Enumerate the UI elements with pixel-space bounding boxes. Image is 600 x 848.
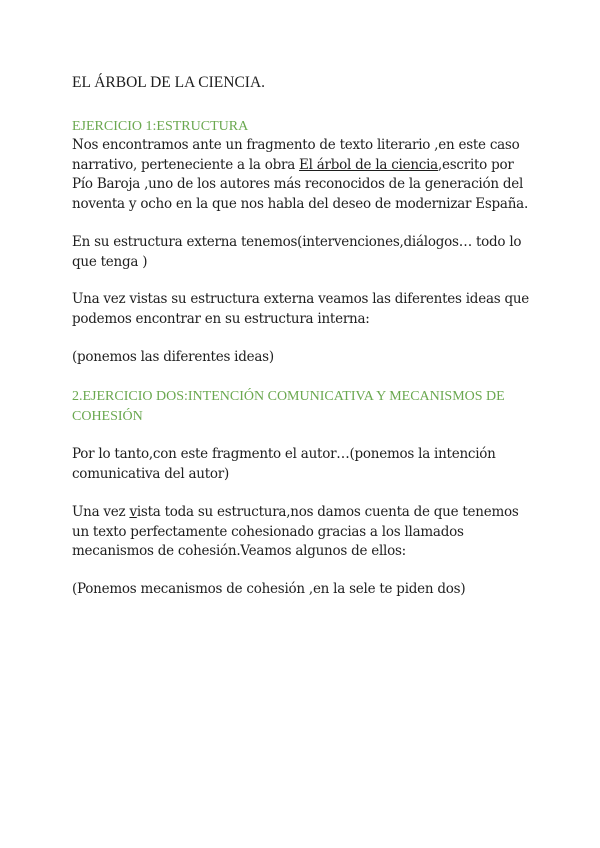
document-title: EL ÁRBOL DE LA CIENCIA. <box>72 74 266 91</box>
section-heading-intencion-comunicativa: 2.EJERCICIO DOS:INTENCIÓN COMUNICATIVA Y MECANISMOS DE COHESIÓN <box>72 389 505 424</box>
paragraph-cohesion-mechanisms-placeholder: (Ponemos mecanismos de cohesión ,en la sele te piden dos) <box>72 581 466 597</box>
paragraph-external-structure: En su estructura externa tenemos(intervenciones,diálogos… todo lo que tenga ) <box>72 234 522 270</box>
paragraph-cohesion-text-end: ista toda su estructura,nos damos cuenta de que tenemos un texto perfectamente cohesionado gracias a los llamados mecanismos de cohesión.Veamos algunos de ellos: <box>72 504 519 559</box>
paragraph-introduction-text-end: ,escrito por Pío Baroja ,uno de los autores más reconocidos de la generación del noventa y ocho en la que nos habla del deseo de modernizar España. <box>72 156 529 212</box>
section-heading-estructura: EJERCICIO 1:ESTRUCTURA <box>72 119 249 134</box>
work-title-underlined: El árbol de la ciencia <box>299 156 438 173</box>
paragraph-introduction <box>72 136 534 214</box>
paragraph-communicative-intent: Por lo tanto,con este fragmento el autor…(ponemos la intención comunicativa del autor) <box>72 446 496 482</box>
paragraph-internal-structure: Una vez vistas su estructura externa veamos las diferentes ideas que podemos encontrar en su estructura interna: <box>72 291 530 327</box>
paragraph-cohesion <box>72 503 534 562</box>
underlined-letter: v <box>129 504 137 520</box>
paragraph-introduction-text-start: Nos encontramos ante un fragmento de texto literario ,en este caso narrativo, perteneciente a la obra <box>72 137 520 173</box>
paragraph-cohesion-text-start: Una vez <box>72 504 130 520</box>
paragraph-ideas-placeholder: (ponemos las diferentes ideas) <box>72 349 274 365</box>
